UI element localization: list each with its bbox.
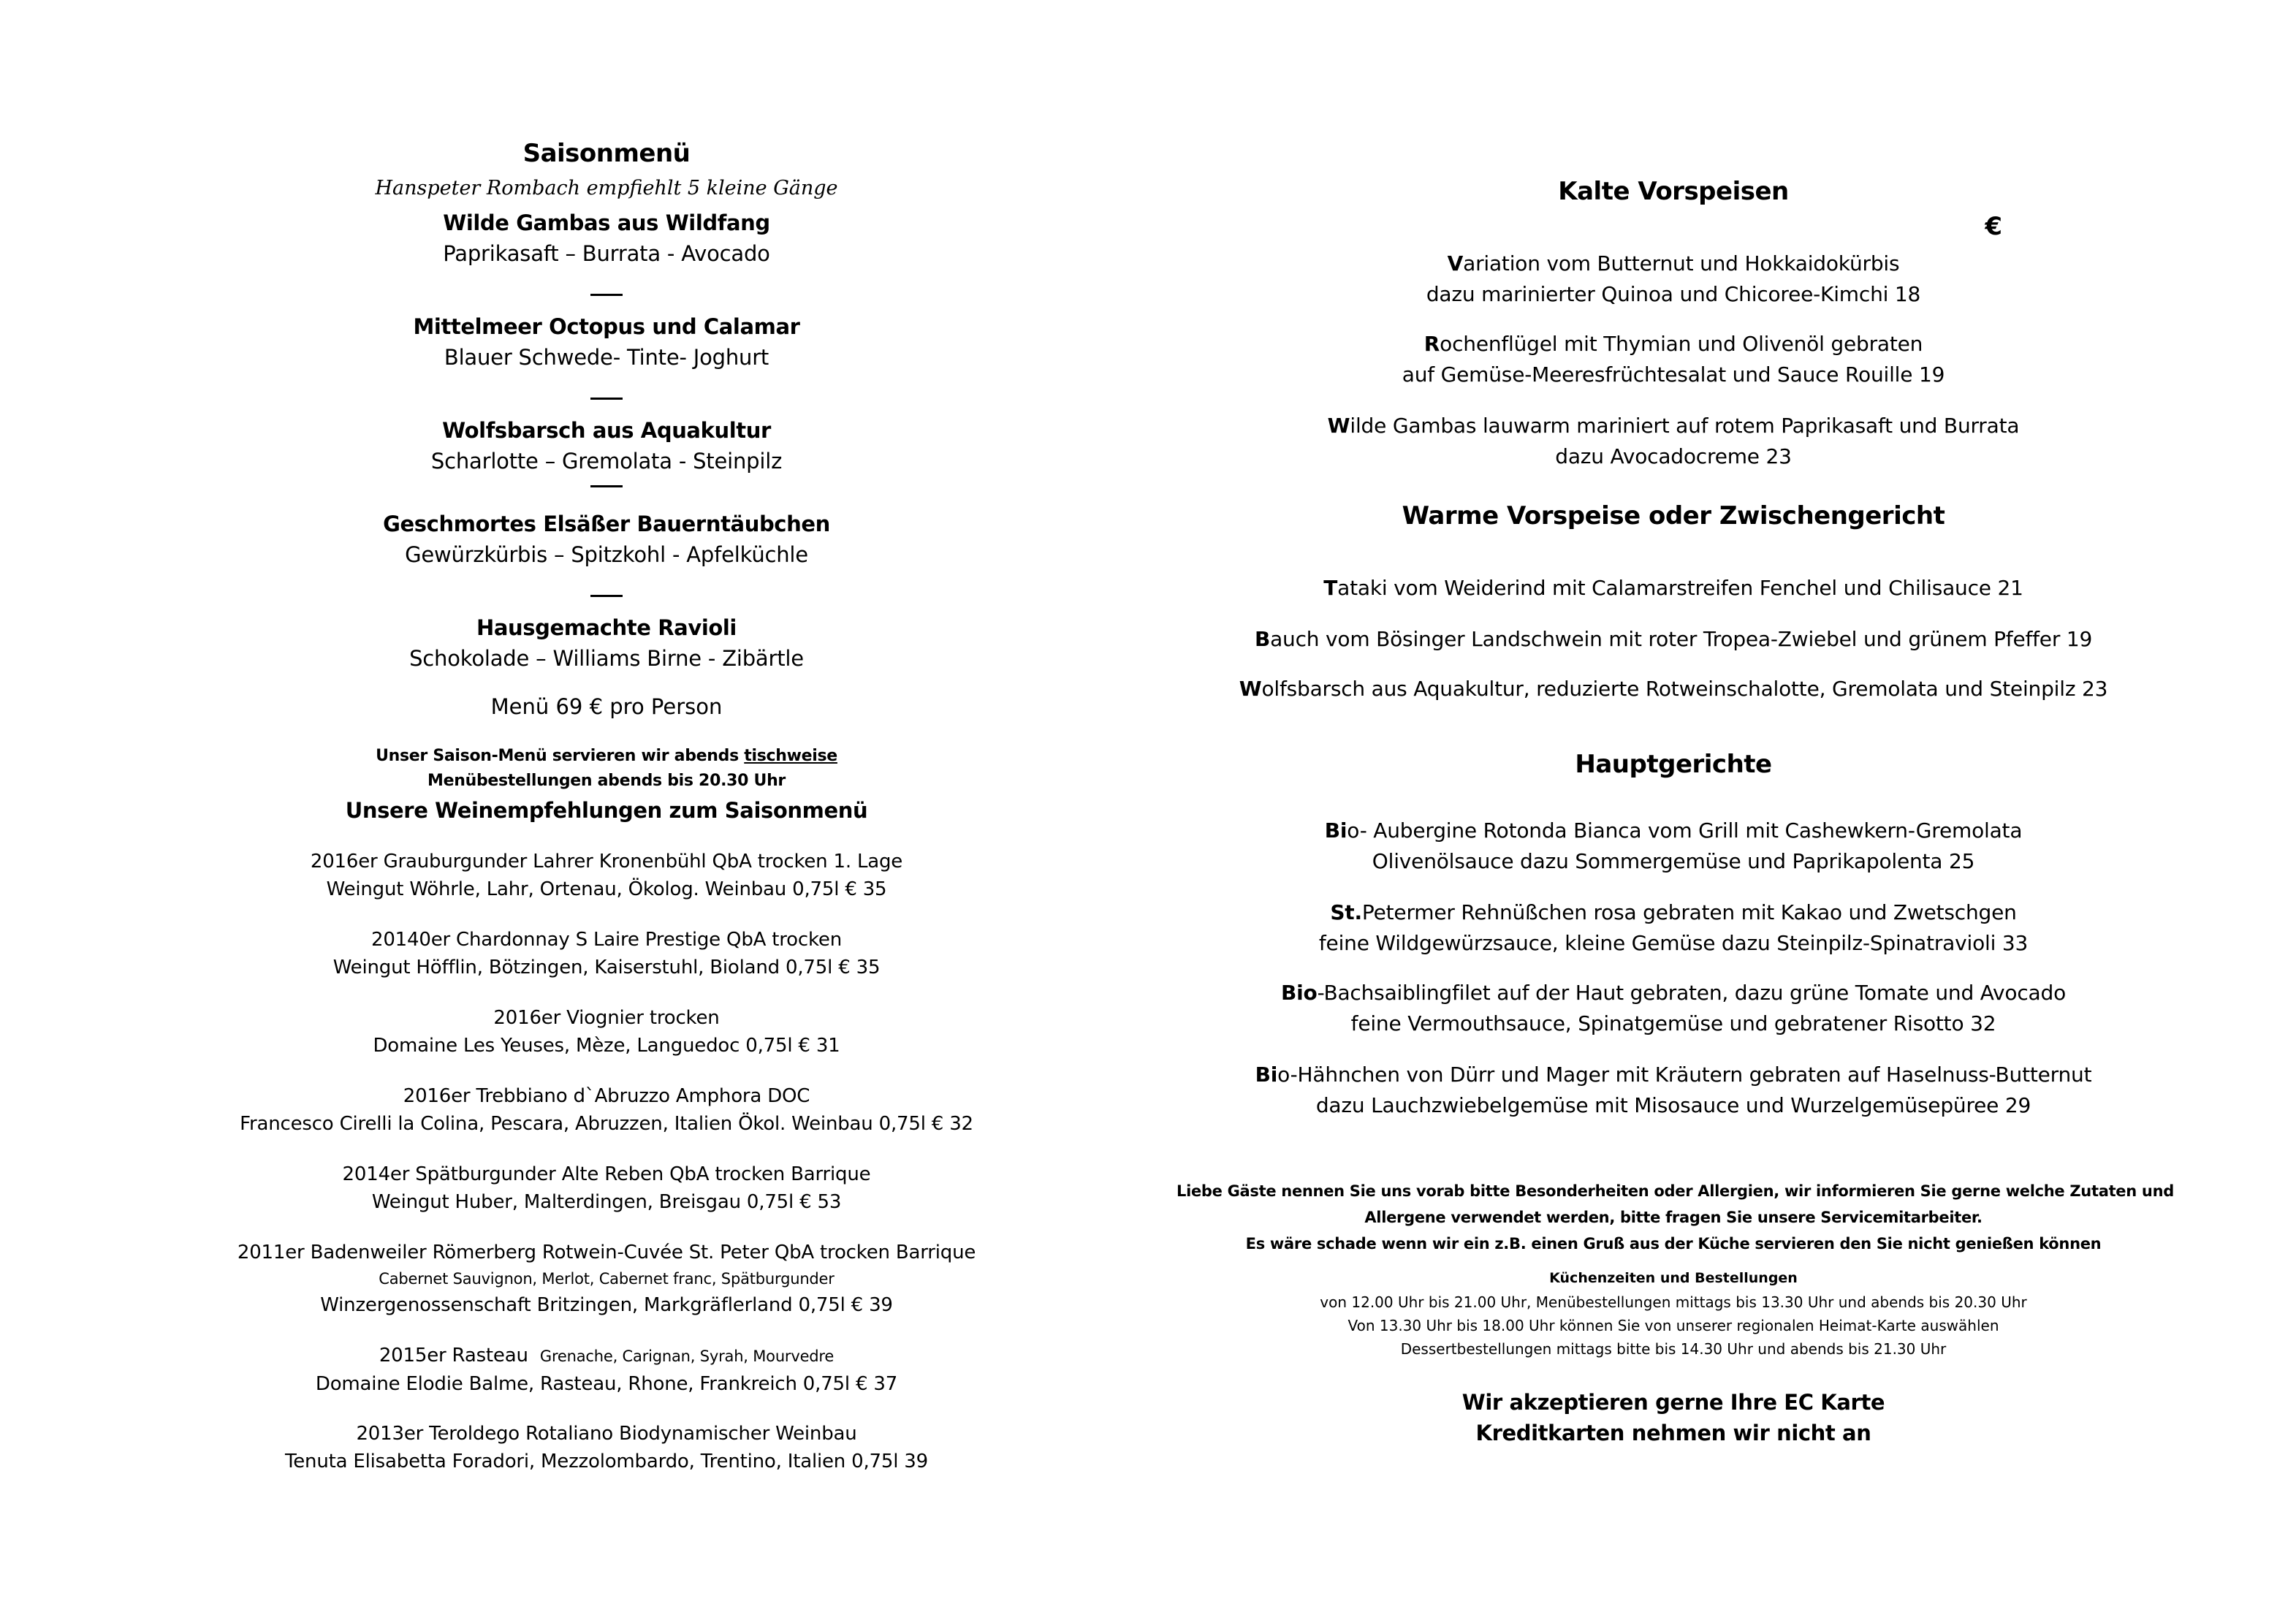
menu-price: Menü 69 € pro Person <box>490 694 723 719</box>
course-separator <box>590 595 623 597</box>
course-description: Gewürzkürbis – Spitzkohl - Apfelküchle <box>405 542 808 567</box>
course-separator <box>590 485 623 487</box>
dish-item <box>1176 674 2170 704</box>
course <box>168 210 1045 296</box>
payment-credit-line: Kreditkarten nehmen wir nicht an <box>1475 1421 1871 1445</box>
warm-starters-title: Warme Vorspeise oder Zwischengericht <box>1402 501 1945 531</box>
allergy-notice-line: Allergene verwendet werden, bitte fragen Sie unsere Servicemitarbeiter. <box>1364 1209 1983 1226</box>
dish-line-1: olfsbarsch aus Aquakultur, reduzierte Rotweinschalotte, Gremolata und Steinpilz 23 <box>1261 677 2108 701</box>
wine-name: 20140er Chardonnay S Laire Prestige QbA trocken <box>370 929 842 951</box>
dish-line-1: Petermer Rehnüßchen rosa gebraten mit Kakao und Zwetschgen <box>1361 900 2017 924</box>
dish-item <box>1176 248 2170 310</box>
dish-line-2: auf Gemüse-Meeresfrüchtesalat und Sauce Rouille 19 <box>1402 362 1945 387</box>
dish-initial: W <box>1239 677 1262 701</box>
allergy-notice <box>1176 1178 2174 1257</box>
dish-item <box>1176 573 2170 604</box>
dish-item <box>1176 816 2170 877</box>
wine-producer-price: Tenuta Elisabetta Foradori, Mezzolombardo, Trentino, Italien 0,75l 39 <box>285 1451 928 1472</box>
dish-initial: Bio <box>1280 981 1318 1005</box>
course-name: Mittelmeer Octopus und Calamar <box>413 314 800 339</box>
payment-ec-line: Wir akzeptieren gerne Ihre EC Karte <box>1461 1390 1885 1415</box>
course-description: Scharlotte – Gremolata - Steinpilz <box>430 449 783 474</box>
wine-name: 2015er Rasteau <box>379 1345 528 1367</box>
course <box>168 615 1045 671</box>
dish-initial: T <box>1323 576 1338 600</box>
dish-line-1: o-Hähnchen von Dürr und Mager mit Kräutern gebraten auf Haselnuss-Butternut <box>1277 1063 2092 1087</box>
wine-producer-price: Domaine Les Yeuses, Mèze, Languedoc 0,75l € 31 <box>373 1035 840 1057</box>
allergy-notice-line: Es wäre schade wenn wir ein z.B. einen Gruß aus der Küche servieren den Sie nicht genießen können <box>1245 1235 2102 1253</box>
wine-grape-varieties: Cabernet Sauvignon, Merlot, Cabernet franc, Spätburgunder <box>379 1270 835 1288</box>
course-separator <box>590 398 623 400</box>
dish-line-1: ataki vom Weiderind mit Calamarstreifen Fenchel und Chilisauce 21 <box>1337 576 2023 600</box>
dish-initial: R <box>1423 332 1440 356</box>
dish-line-1: -Bachsaiblingfilet auf der Haut gebraten, dazu grüne Tomate und Avocado <box>1317 981 2067 1005</box>
dish-line-1: auch vom Bösinger Landschwein mit roter Tropea-Zwiebel und grünem Pfeffer 19 <box>1270 627 2093 651</box>
wine-name: 2013er Teroldego Rotaliano Biodynamischer Weinbau <box>356 1423 857 1445</box>
wine-name: 2016er Trebbiano d`Abruzzo Amphora DOC <box>403 1085 810 1107</box>
wine-producer-price: Francesco Cirelli la Colina, Pescara, Abruzzen, Italien Ökol. Weinbau 0,75l € 32 <box>240 1113 973 1135</box>
dish-line-1: ariation vom Butternut und Hokkaidokürbis <box>1463 251 1900 275</box>
wine-item <box>168 1239 1045 1319</box>
service-note-underlined: tischweise <box>744 747 837 765</box>
service-note <box>168 747 1045 765</box>
wine-name: 2014er Spätburgunder Alte Reben QbA trocken Barrique <box>342 1163 871 1185</box>
course-name: Hausgemachte Ravioli <box>476 615 737 640</box>
dish-item <box>1176 624 2170 655</box>
wine-recommendations-title: Unsere Weinempfehlungen zum Saisonmenü <box>345 798 868 823</box>
wine-item <box>168 1004 1045 1060</box>
course-name: Wilde Gambas aus Wildfang <box>443 210 770 235</box>
dish-line-1: o- Aubergine Rotonda Bianca vom Grill mit Cashewkern-Gremolata <box>1347 818 2023 843</box>
dish-initial: V <box>1447 251 1464 275</box>
course-name: Geschmortes Elsäßer Bauerntäubchen <box>383 512 830 536</box>
dish-line-2: dazu marinierter Quinoa und Chicoree-Kimchi 18 <box>1426 282 1921 306</box>
wine-producer-price: Weingut Wöhrle, Lahr, Ortenau, Ökolog. Weinbau 0,75l € 35 <box>326 878 887 900</box>
season-menu-subtitle: Hanspeter Rombach empfiehlt 5 kleine Gänge <box>375 177 838 199</box>
wine-producer-price: Weingut Höfflin, Bötzingen, Kaiserstuhl, Bioland 0,75l € 35 <box>332 957 881 978</box>
dish-line-1: ochenflügel mit Thymian und Olivenöl gebraten <box>1440 332 1923 356</box>
kitchen-hours-line: Dessertbestellungen mittags bitte bis 14.30 Uhr und abends bis 21.30 Uhr <box>1400 1340 1947 1358</box>
dish-initial: B <box>1254 627 1271 651</box>
course <box>168 512 1045 597</box>
course <box>168 314 1045 400</box>
dish-initial: St. <box>1330 900 1362 924</box>
kitchen-hours-line: von 12.00 Uhr bis 21.00 Uhr, Menübestellungen mittags bis 13.30 Uhr und abends bis 20.30 Uhr <box>1320 1293 2027 1311</box>
payment-note <box>1176 1387 2170 1448</box>
euro-price-column-label: € <box>1985 212 2002 241</box>
service-note-text: Unser Saison-Menü servieren wir abends <box>376 747 745 765</box>
course-description: Blauer Schwede- Tinte- Joghurt <box>444 345 769 370</box>
wine-producer-price: Winzergenossenschaft Britzingen, Markgräflerland 0,75l € 39 <box>320 1294 893 1316</box>
dish-item <box>1176 411 2170 472</box>
course <box>168 418 1045 487</box>
wine-producer-price: Domaine Elodie Balme, Rasteau, Rhone, Frankreich 0,75l € 37 <box>315 1373 898 1395</box>
wine-item <box>168 1160 1045 1216</box>
dish-initial: W <box>1327 414 1350 438</box>
wine-grape-varieties: Grenache, Carignan, Syrah, Mourvedre <box>539 1348 835 1365</box>
wine-item <box>168 848 1045 903</box>
kitchen-hours <box>1176 1291 2170 1361</box>
dish-line-2: feine Wildgewürzsauce, kleine Gemüse dazu Steinpilz-Spinatravioli 33 <box>1318 931 2029 955</box>
wine-item <box>168 926 1045 981</box>
course-description: Schokolade – Williams Birne - Zibärtle <box>409 646 804 671</box>
dish-line-2: dazu Lauchzwiebelgemüse mit Misosauce und Wurzelgemüsepüree 29 <box>1315 1093 2031 1117</box>
dish-item <box>1176 1060 2170 1121</box>
wine-item <box>168 1420 1045 1475</box>
dish-line-2: feine Vermouthsauce, Spinatgemüse und gebratener Risotto 32 <box>1350 1011 1996 1035</box>
order-deadline-note: Menübestellungen abends bis 20.30 Uhr <box>427 772 786 790</box>
wine-item <box>168 1342 1045 1398</box>
dish-line-2: Olivenölsauce dazu Sommergemüse und Paprikapolenta 25 <box>1372 849 1975 873</box>
wine-name: 2011er Badenweiler Römerberg Rotwein-Cuvée St. Peter QbA trocken Barrique <box>237 1242 976 1263</box>
course-name: Wolfsbarsch aus Aquakultur <box>442 418 771 443</box>
wine-item <box>168 1082 1045 1138</box>
course-separator <box>590 294 623 296</box>
dish-line-2: dazu Avocadocreme 23 <box>1555 444 1792 468</box>
wine-name: 2016er Grauburgunder Lahrer Kronenbühl QbA trocken 1. Lage <box>310 851 903 873</box>
main-courses-title: Hauptgerichte <box>1575 750 1772 779</box>
dish-item <box>1176 329 2170 390</box>
wine-producer-price: Weingut Huber, Malterdingen, Breisgau 0,75l € 53 <box>371 1191 842 1213</box>
cold-starters-title: Kalte Vorspeisen <box>1558 177 1789 206</box>
dish-initial: Bi <box>1255 1063 1278 1087</box>
dish-item <box>1176 978 2170 1039</box>
course-description: Paprikasaft – Burrata - Avocado <box>443 241 770 266</box>
allergy-notice-line: Liebe Gäste nennen Sie uns vorab bitte Besonderheiten oder Allergien, wir informieren Sie gerne welche Zutaten und <box>1176 1182 2174 1200</box>
dish-line-1: ilde Gambas lauwarm mariniert auf rotem Paprikasaft und Burrata <box>1350 414 2020 438</box>
wine-name: 2016er Viognier trocken <box>493 1007 720 1029</box>
dish-item <box>1176 897 2170 959</box>
kitchen-hours-title: Küchenzeiten und Bestellungen <box>1549 1270 1798 1286</box>
season-menu-title: Saisonmenü <box>522 139 691 168</box>
kitchen-hours-line: Von 13.30 Uhr bis 18.00 Uhr können Sie von unserer regionalen Heimat-Karte auswählen <box>1347 1317 1999 1334</box>
dish-initial: Bi <box>1324 818 1347 843</box>
